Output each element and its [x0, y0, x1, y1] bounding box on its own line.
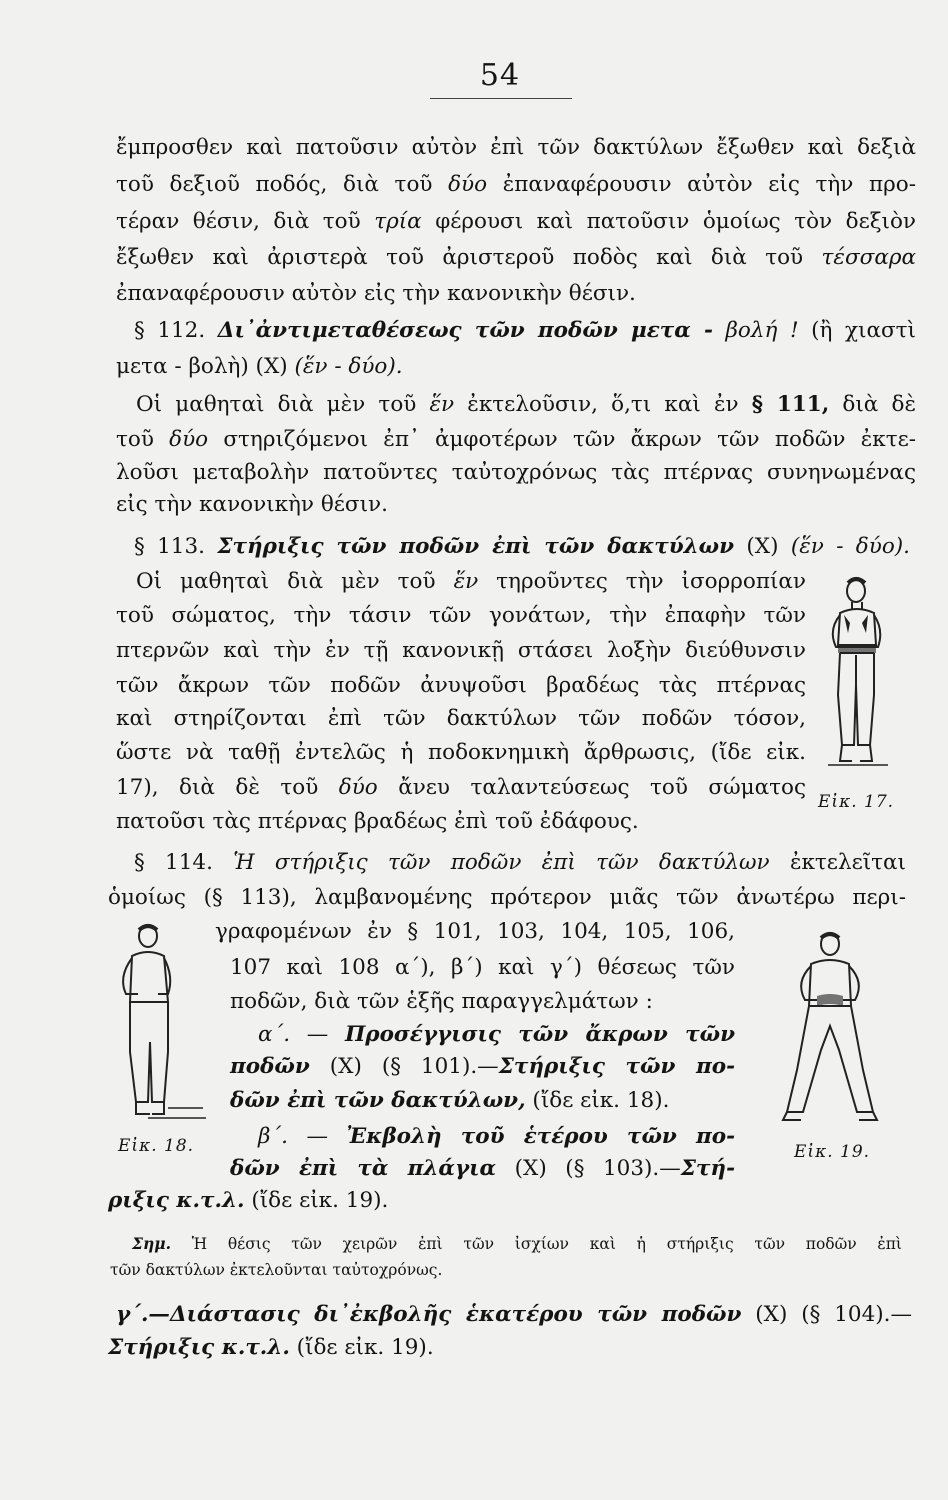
text-line: μετα - βολὴ) (Χ) (ἕν - δύο). — [116, 354, 403, 379]
text-line: ποδῶν (Χ) (§ 101).—Στήριξις τῶν πο- — [230, 1054, 735, 1079]
text-line: ποδῶν, διὰ τῶν ἑξῆς παραγγελμάτων : — [230, 989, 653, 1014]
text-line: Οἱ μαθηταὶ διὰ μὲν τοῦ ἕν τηροῦντες τὴν ἰσορροπίαν — [136, 569, 806, 594]
section-114-heading: § 114. Ἡ στήριξις τῶν ποδῶν ἐπὶ τῶν δακτύλων ἐκτελεῖται — [134, 850, 906, 875]
section-113-heading: § 113. Στήριξις τῶν ποδῶν ἐπὶ τῶν δακτύλων (Χ) (ἕν - δύο). — [134, 534, 910, 559]
text-line: 17), διὰ δὲ τοῦ δύο ἄνευ ταλαντεύσεως τοῦ σώματος — [116, 775, 806, 800]
section-number: § 112. — [134, 318, 206, 343]
text-line: τοῦ δύο στηριζόμενοι ἐπ᾽ ἀμφοτέρων τῶν ἄκρων τῶν ποδῶν ἐκτε- — [116, 427, 916, 452]
text-line: γραφομένων ἐν § 101, 103, 104, 105, 106, — [215, 919, 735, 944]
text-line: ἔμπροσθεν καὶ πατοῦσιν αὐτὸν ἐπὶ τῶν δακτύλων ἔξωθεν καὶ δεξιὰ — [116, 135, 916, 160]
text-line: εἰς τὴν κανονικὴν θέσιν. — [116, 492, 388, 517]
figure-18-illustration — [108, 922, 208, 1122]
note-line: τῶν δακτύλων ἐκτελοῦνται ταὐτοχρόνως. — [110, 1261, 443, 1279]
text-line: λοῦσι μεταβολὴν πατοῦντες ταὐτοχρόνως τὰς πτέρνας συνηνωμένας — [116, 460, 916, 485]
header-rule — [430, 98, 572, 99]
page-number: 54 — [479, 58, 521, 93]
figure-17-caption: Εἰκ. 17. — [818, 792, 895, 812]
figure-19-illustration — [775, 930, 885, 1126]
text-line: ἔξωθεν καὶ ἀριστερὰ τοῦ ἀριστεροῦ ποδὸς καὶ διὰ τοῦ τέσσαρα — [116, 245, 916, 270]
section-112-heading: § 112. Δι᾽ἀντιμεταθέσεως τῶν ποδῶν μετα - βολή ! (ἢ χιαστὶ — [134, 318, 916, 343]
text-line: ὥστε νὰ ταθῇ ἐντελῶς ἡ ποδοκνημικὴ ἄρθρωσις, (ἴδε εἰκ. — [116, 740, 806, 765]
text-line: τοῦ δεξιοῦ ποδός, διὰ τοῦ δύο ἐπαναφέρουσιν αὐτὸν εἰς τὴν προ- — [116, 172, 916, 197]
figure-19-caption: Εἰκ. 19. — [794, 1142, 871, 1162]
text-line: 107 καὶ 108 α΄), β΄) καὶ γ΄) θέσεως τῶν — [230, 955, 735, 980]
command-beta: β΄. — Ἐκβολὴ τοῦ ἑτέρου τῶν πο- — [258, 1124, 735, 1149]
text-line: καὶ στηρίζονται ἐπὶ τῶν δακτύλων τῶν ποδῶν τόσον, — [116, 706, 806, 731]
text-line: πατοῦσι τὰς πτέρνας βραδέως ἐπὶ τοῦ ἐδάφους. — [116, 809, 639, 834]
section-number: § 114. — [134, 850, 213, 875]
text-line: δῶν ἐπὶ τὰ πλάγια (Χ) (§ 103).—Στή- — [230, 1156, 735, 1181]
figure-18-caption: Εἰκ. 18. — [118, 1136, 195, 1156]
note-line: Σημ. Ἡ θέσις τῶν χειρῶν ἐπὶ τῶν ἰσχίων καὶ ἡ στήριξις τῶν ποδῶν ἐπὶ — [132, 1234, 902, 1253]
text-line: δῶν ἐπὶ τῶν δακτύλων, (ἴδε εἰκ. 18). — [230, 1088, 670, 1113]
text-line: πτερνῶν καὶ τὴν ἐν τῇ κανονικῇ στάσει λοξὴν διεύθυνσιν — [116, 638, 806, 663]
text-line: Οἱ μαθηταὶ διὰ μὲν τοῦ ἕν ἐκτελοῦσιν, ὅ,τι καὶ ἐν § 111, διὰ δὲ — [136, 392, 916, 417]
text-line: τῶν ἄκρων τῶν ποδῶν ἀνυψοῦσι βραδέως τὰς πτέρνας — [116, 673, 806, 698]
command-alpha: α΄. — Προσέγγισις τῶν ἄκρων τῶν — [258, 1022, 735, 1047]
command-gamma: γ΄.—Διάστασις δι᾽ἐκβολῆς ἑκατέρου τῶν ποδῶν (Χ) (§ 104).— — [116, 1302, 912, 1327]
text-line: τέραν θέσιν, διὰ τοῦ τρία φέρουσι καὶ πατοῦσιν ὁμοίως τὸν δεξιὸν — [116, 209, 916, 234]
text-line: ὁμοίως (§ 113), λαμβανομένης πρότερον μιᾶς τῶν ἀνωτέρω περι- — [108, 885, 906, 910]
text-line: τοῦ σώματος, τὴν τάσιν τῶν γονάτων, τὴν ἐπαφὴν τῶν — [116, 603, 806, 628]
text-line: Στήριξις κ.τ.λ. (ἴδε εἰκ. 19). — [108, 1335, 434, 1360]
section-number: § 113. — [134, 534, 205, 559]
figure-17-illustration — [818, 575, 898, 773]
text-line: ριξις κ.τ.λ. (ἴδε εἰκ. 19). — [108, 1188, 389, 1213]
text-line: ἐπαναφέρουσιν αὐτὸν εἰς τὴν κανονικὴν θέσιν. — [116, 281, 636, 306]
